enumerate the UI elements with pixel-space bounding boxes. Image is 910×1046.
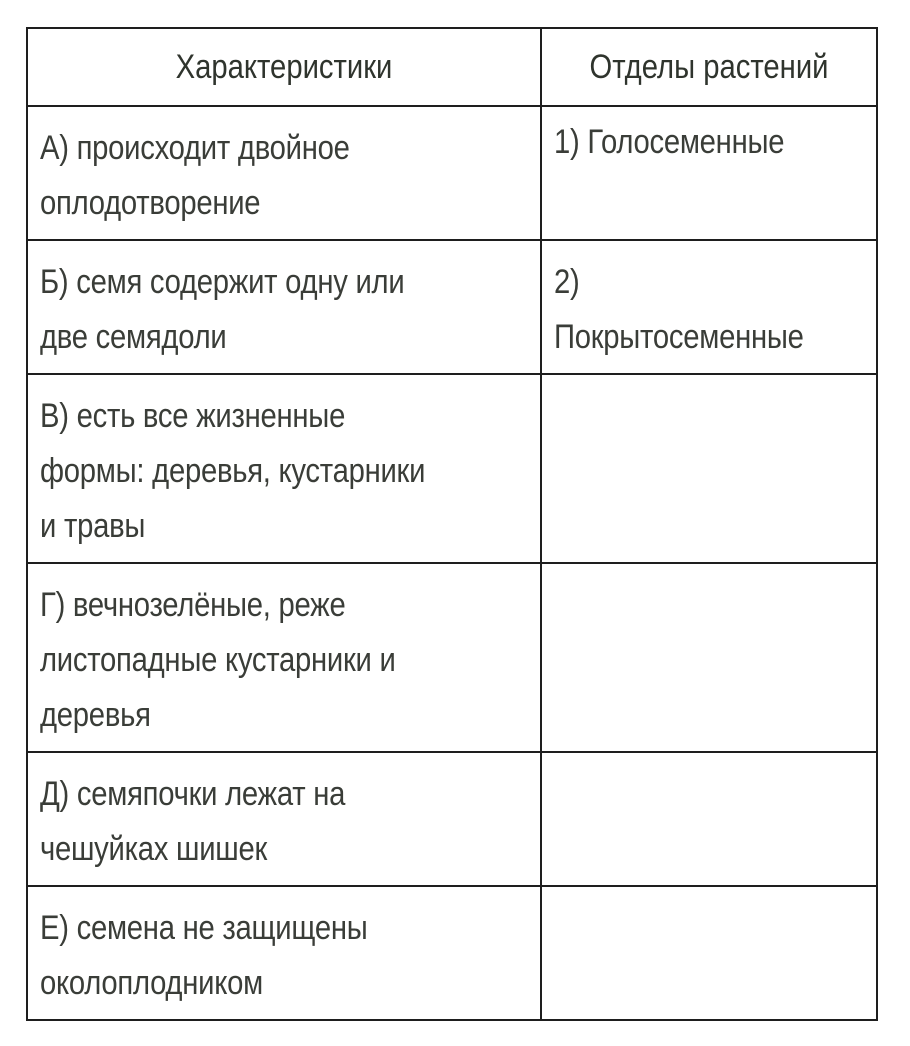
characteristic-cell-v: [27, 374, 541, 563]
characteristic-g-line-2: листопадные кустарники и: [40, 641, 396, 679]
characteristic-d-line-1: Д) семяпочки лежат на: [40, 775, 346, 813]
division-cell-1: [541, 106, 877, 240]
characteristic-e-line-2: околоплодником: [40, 964, 263, 1002]
characteristic-cell-g: [27, 563, 541, 752]
characteristic-cell-a: [27, 106, 541, 240]
empty-division-cell: [541, 886, 877, 1020]
table-row: [27, 106, 877, 240]
division-cell-2: [541, 240, 877, 374]
characteristic-a-line-1: А) происходит двойное: [40, 129, 350, 167]
table-row: [27, 563, 877, 752]
division-2-line-2: Покрытосеменные: [554, 318, 804, 356]
matching-table: [26, 27, 878, 1021]
characteristic-a-line-2: оплодотворение: [40, 184, 261, 222]
empty-division-cell: [541, 752, 877, 886]
header-characteristics-label: Характеристики: [175, 47, 393, 86]
characteristic-g-line-3: деревья: [40, 696, 151, 734]
characteristic-cell-e: [27, 886, 541, 1020]
characteristic-v-line-2: формы: деревья, кустарники: [40, 452, 426, 490]
table-row: [27, 886, 877, 1020]
table-row: [27, 752, 877, 886]
empty-division-cell: [541, 563, 877, 752]
division-2-line-1: 2): [554, 263, 580, 301]
header-row: [27, 28, 877, 106]
table-row: [27, 374, 877, 563]
characteristic-b-line-1: Б) семя содержит одну или: [40, 263, 405, 301]
characteristic-e-line-1: Е) семена не защищены: [40, 909, 368, 947]
header-divisions: [565, 28, 854, 106]
characteristic-cell-d: [27, 752, 541, 886]
characteristic-b-line-2: две семядоли: [40, 318, 227, 356]
characteristic-v-line-3: и травы: [40, 507, 146, 545]
header-divisions-label: Отделы растений: [589, 47, 829, 86]
characteristic-v-line-1: В) есть все жизненные: [40, 397, 346, 435]
table-row: [27, 240, 877, 374]
characteristic-d-line-2: чешуйках шишек: [40, 830, 268, 868]
characteristic-cell-b: [27, 240, 541, 374]
empty-division-cell: [541, 374, 877, 563]
characteristic-g-line-1: Г) вечнозелёные, реже: [40, 586, 346, 624]
header-characteristics: [63, 28, 505, 106]
division-1-line-1: 1) Голосеменные: [554, 123, 785, 161]
